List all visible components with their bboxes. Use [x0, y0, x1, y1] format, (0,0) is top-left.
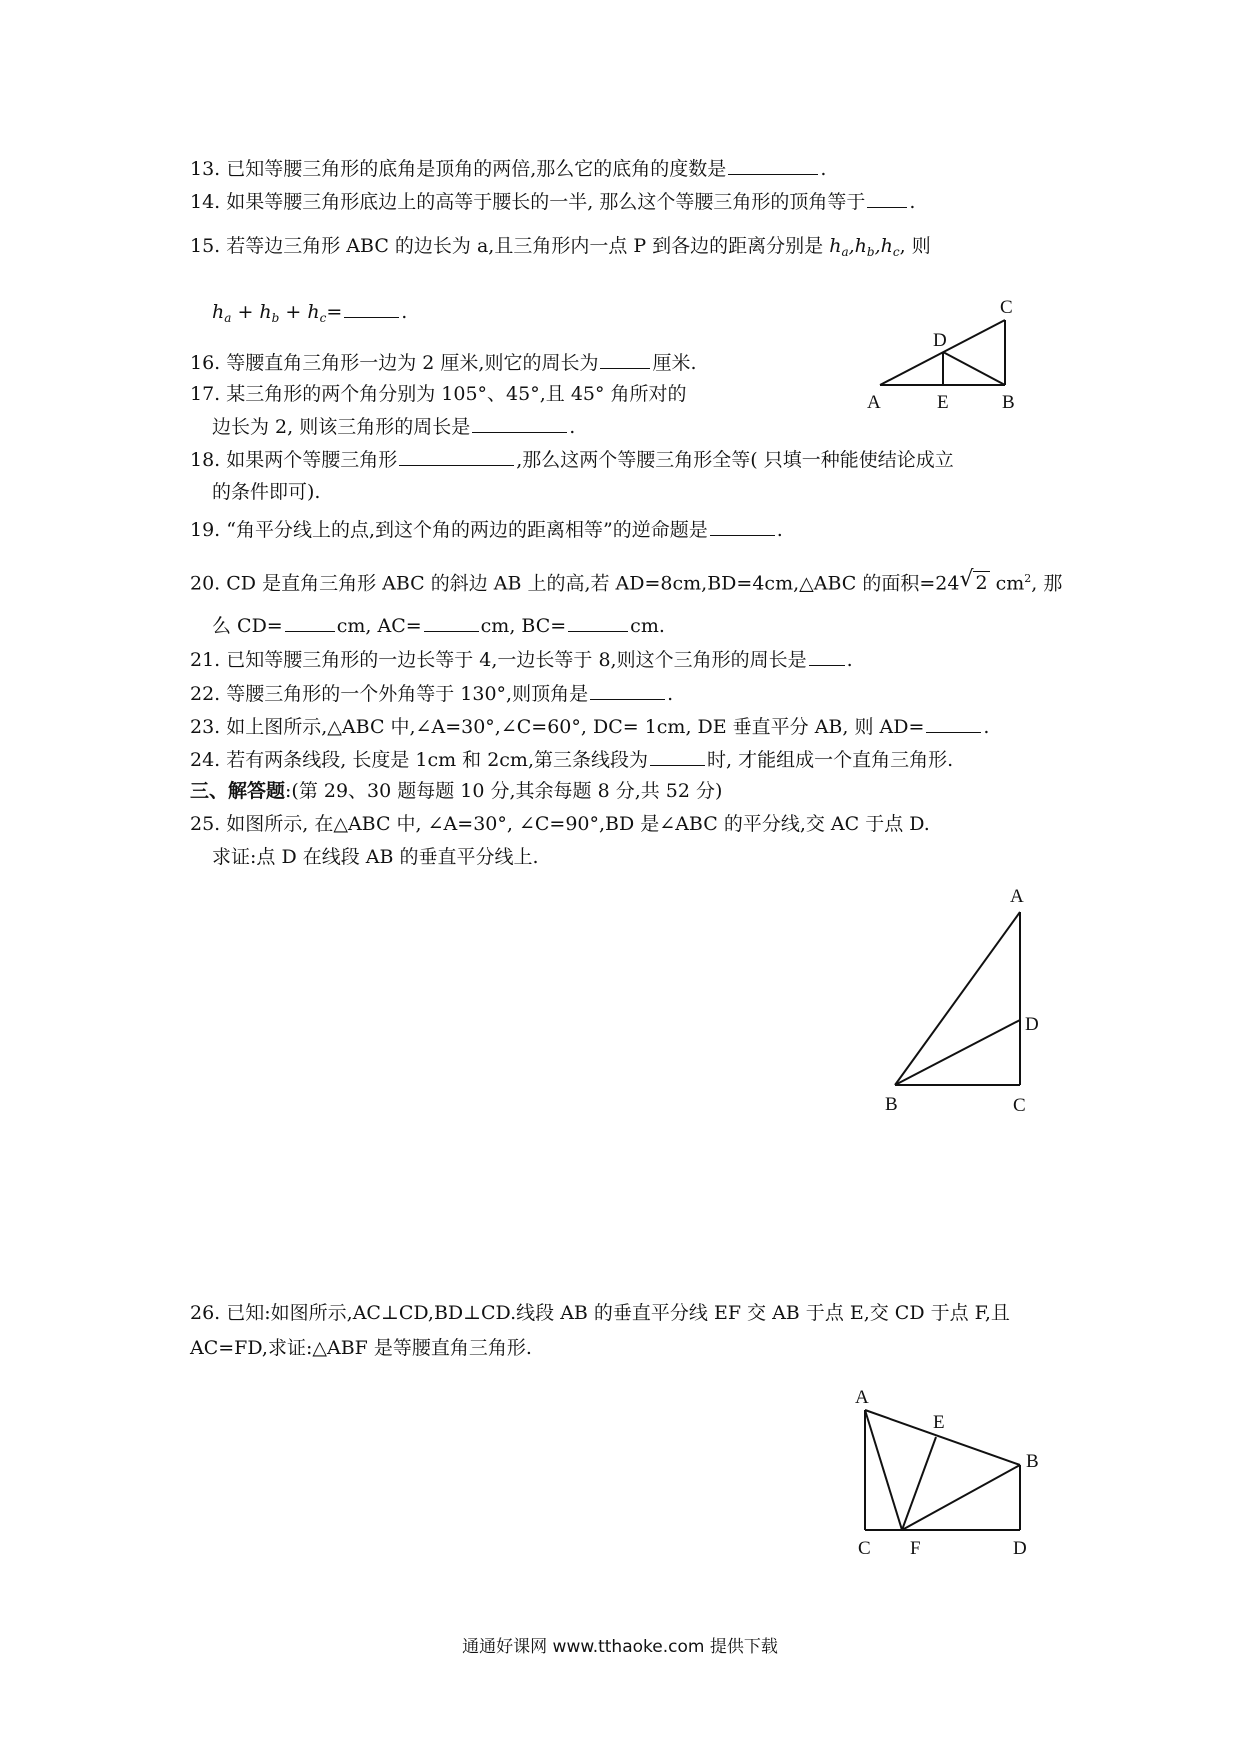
question-23: 23. 如上图所示,△ABC 中,∠A=30°,∠C=60°, DC= 1cm, DE 垂直平分 AB, 则 AD= .: [190, 716, 990, 738]
label-a: A: [1010, 886, 1024, 907]
question-20-line2: 么 CD= cm, AC= cm, BC= cm.: [212, 615, 665, 637]
answer-blank: [424, 613, 479, 632]
answer-blank: [809, 647, 845, 666]
distance-expression: $h_a,h_b,h_c$: [829, 235, 900, 259]
label-b: B: [1002, 392, 1015, 413]
question-17-line2: 边长为 2, 则该三角形的周长是 .: [212, 416, 576, 438]
label-d: D: [1013, 1538, 1027, 1559]
label-a: A: [855, 1387, 869, 1408]
question-26: 26. 已知:如图所示,AC⊥CD,BD⊥CD.线段 AB 的垂直平分线 EF 交 AB 于点 E,交 CD 于点 F,且: [190, 1302, 1010, 1324]
answer-blank: [600, 350, 650, 369]
answer-blank: [344, 299, 399, 318]
segment-bd: [895, 1020, 1020, 1085]
figure-triangle-ade: [855, 290, 1025, 420]
sqrt-symbol: √ 2: [959, 567, 988, 595]
question-16: 16. 等腰直角三角形一边为 2 厘米,则它的周长为 厘米.: [190, 352, 697, 374]
question-22: 22. 等腰三角形的一个外角等于 130°,则顶角是 .: [190, 683, 674, 705]
segment-fe: [902, 1437, 936, 1530]
question-14: 14. 如果等腰三角形底边上的高等于腰长的一半, 那么这个等腰三角形的顶角等于 .: [190, 191, 916, 213]
answer-blank: [472, 414, 567, 433]
answer-blank: [568, 613, 628, 632]
answer-blank: [728, 156, 818, 175]
label-d: D: [1025, 1014, 1039, 1035]
question-24: 24. 若有两条线段, 长度是 1cm 和 2cm,第三条线段为 时, 才能组成一个直角三角形.: [190, 749, 954, 771]
label-a: A: [867, 392, 881, 413]
segment-ab: [895, 912, 1020, 1085]
answer-blank: [867, 189, 907, 208]
label-b: B: [885, 1094, 898, 1115]
question-25-line2: 求证:点 D 在线段 AB 的垂直平分线上.: [212, 846, 539, 868]
figure-triangle-abc-bisector: [870, 870, 1040, 1120]
footer: 通通好课网 www.tthaoke.com 提供下载: [462, 1637, 778, 1657]
question-13: 13. 已知等腰三角形的底角是顶角的两倍,那么它的底角的度数是 .: [190, 158, 827, 180]
question-21: 21. 已知等腰三角形的一边长等于 4,一边长等于 8,则这个三角形的周长是 .: [190, 649, 853, 671]
question-20: 20. CD 是直角三角形 ABC 的斜边 AB 上的高,若 AD=8cm,BD=4cm,△ABC 的面积=24 √ 2 $cm^2$, 那: [190, 567, 1063, 595]
label-e: E: [937, 392, 949, 413]
answer-blank: [710, 517, 775, 536]
label-f: F: [910, 1538, 921, 1559]
answer-blank: [926, 714, 981, 733]
question-19: 19. “角平分线上的点,到这个角的两边的距离相等”的逆命题是 .: [190, 519, 783, 541]
question-25: 25. 如图所示, 在△ABC 中, ∠A=30°, ∠C=90°,BD 是∠ABC 的平分线,交 AC 于点 D.: [190, 813, 930, 835]
label-c: C: [1013, 1095, 1026, 1116]
segment-db: [943, 352, 1005, 385]
question-15: 15. 若等边三角形 ABC 的边长为 a,且三角形内一点 P 到各边的距离分别是 $h_a,h_b,h_c$, 则: [190, 235, 931, 259]
question-17: 17. 某三角形的两个角分别为 105°、45°,且 45° 角所对的: [190, 383, 687, 405]
question-18: 18. 如果两个等腰三角形 ,那么这两个等腰三角形全等( 只填一种能使结论成立: [190, 449, 954, 471]
sum-expression: $h_a + h_b + h_c$: [212, 301, 327, 325]
label-e: E: [933, 1412, 945, 1433]
figure-isosceles-right-abf: [840, 1385, 1050, 1560]
square-exponent: 2: [1024, 572, 1032, 585]
section-3-heading: 三、解答题:(第 29、30 题每题 10 分,其余每题 8 分,共 52 分): [190, 780, 723, 802]
answer-blank: [285, 613, 335, 632]
answer-blank: [399, 447, 514, 466]
label-c: C: [1000, 297, 1013, 318]
question-26-line2: AC=FD,求证:△ABF 是等腰直角三角形.: [190, 1337, 532, 1359]
label-d: D: [933, 330, 947, 351]
question-15-line2: $h_a + h_b + h_c=$ .: [212, 301, 408, 325]
question-18-line2: 的条件即可).: [212, 481, 321, 503]
label-b: B: [1026, 1451, 1039, 1472]
segment-fb: [902, 1465, 1020, 1530]
answer-blank: [650, 747, 705, 766]
answer-blank: [590, 681, 665, 700]
segment-af: [865, 1410, 902, 1530]
label-c: C: [858, 1538, 871, 1559]
